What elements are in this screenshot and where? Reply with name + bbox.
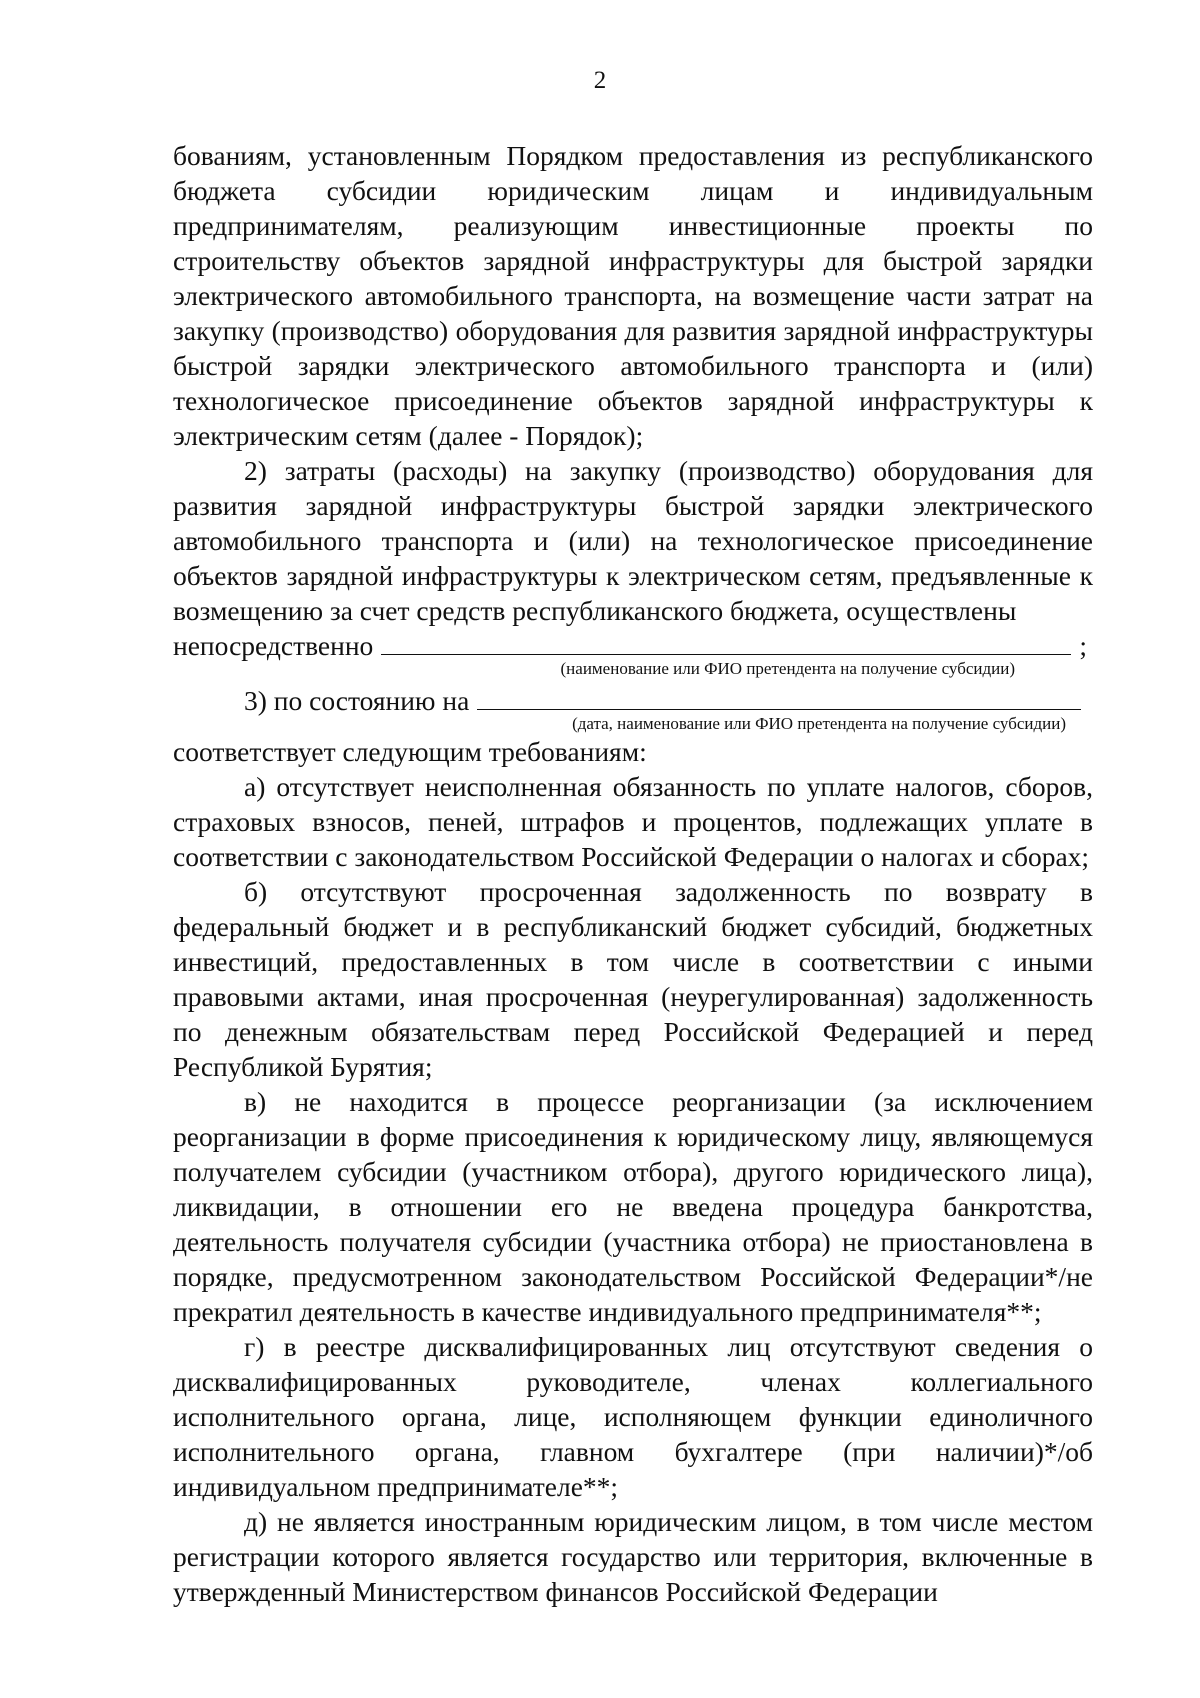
item-3-fill-line	[173, 683, 1093, 718]
applicant-name-blank[interactable]	[381, 630, 1071, 655]
paragraph-v: в) не находится в процессе реорганизации (за исключением реорганизации в форме присоединения к юридическому лицу, являющемуся получателем субсидии (участником отбора), другого юридического лица), ликвидации, в отношении его не введена процедура банкротства, деятельность получателя субсидии (участника отбора) не приостановлена в порядке, предусмотренном законодательством Российской Федерации*/не прекратил деятельность в качестве индивидуального предпринимателя**;	[173, 1086, 1093, 1327]
paragraph-item-2: 2) затраты (расходы) на закупку (производство) оборудования для развития зарядной инфраструктуры быстрой зарядки электрического автомобильного транспорта и (или) на технологическое присоединение объектов зарядной инфраструктуры к электрическом сетям, предъявленные к возмещению за счет средств республиканского бюджета, осуществлены	[173, 455, 1093, 626]
item-2-fill-line	[173, 628, 1093, 663]
item-2-end-mark: ;	[1079, 630, 1087, 661]
paragraph-g: г) в реестре дисквалифицированных лиц отсутствуют сведения о дисквалифицированных руководителе, членах коллегиального исполнительного органа, лице, исполняющем функции единоличного исполнительного органа, главном бухгалтере (при наличии)*/об индивидуальном предпринимателе**;	[173, 1331, 1093, 1502]
paragraph-d: д) не является иностранным юридическим лицом, в том числе местом регистрации которого является государство или территория, включенные в утвержденный Министерством финансов Российской Федерации	[173, 1506, 1093, 1607]
paragraph-b: б) отсутствуют просроченная задолженность по возврату в федеральный бюджет и в республиканский бюджет субсидий, бюджетных инвестиций, предоставленных в том числе в соответствии с иными правовыми актами, иная просроченная (неурегулированная) задолженность по денежным обязательствам перед Российской Федерацией и перед Республикой Бурятия;	[173, 876, 1093, 1082]
item-3-tail: соответствует следующим требованиям:	[173, 736, 647, 767]
item-3-lead-text: 3) по состоянию на	[244, 685, 470, 716]
page-number: 2	[593, 67, 607, 94]
item-2-caption: (наименование или ФИО претендента на получение субсидии)	[560, 659, 1015, 678]
date-applicant-blank[interactable]	[477, 685, 1081, 710]
document-body	[173, 138, 1093, 1609]
paragraph-intro: бованиям, установленным Порядком предоставления из республиканского бюджета субсидии юридическим лицам и индивидуальным предпринимателям, реализующим инвестиционные проекты по строительству объектов зарядной инфраструктуры для быстрой зарядки электрического автомобильного транспорта, на возмещение части затрат на закупку (производство) оборудования для развития зарядной инфраструктуры быстрой зарядки электрического автомобильного транспорта и (или) технологическое присоединение объектов зарядной инфраструктуры к электрическим сетям (далее - Порядок);	[173, 140, 1093, 451]
item-2-lead-text: непосредственно	[173, 630, 374, 661]
paragraph-a: а) отсутствует неисполненная обязанность по уплате налогов, сборов, страховых взносов, пеней, штрафов и процентов, подлежащих уплате в соответствии с законодательством Российской Федерации о налогах и сборах;	[173, 771, 1093, 872]
item-3-caption: (дата, наименование или ФИО претендента на получение субсидии)	[572, 714, 1066, 733]
